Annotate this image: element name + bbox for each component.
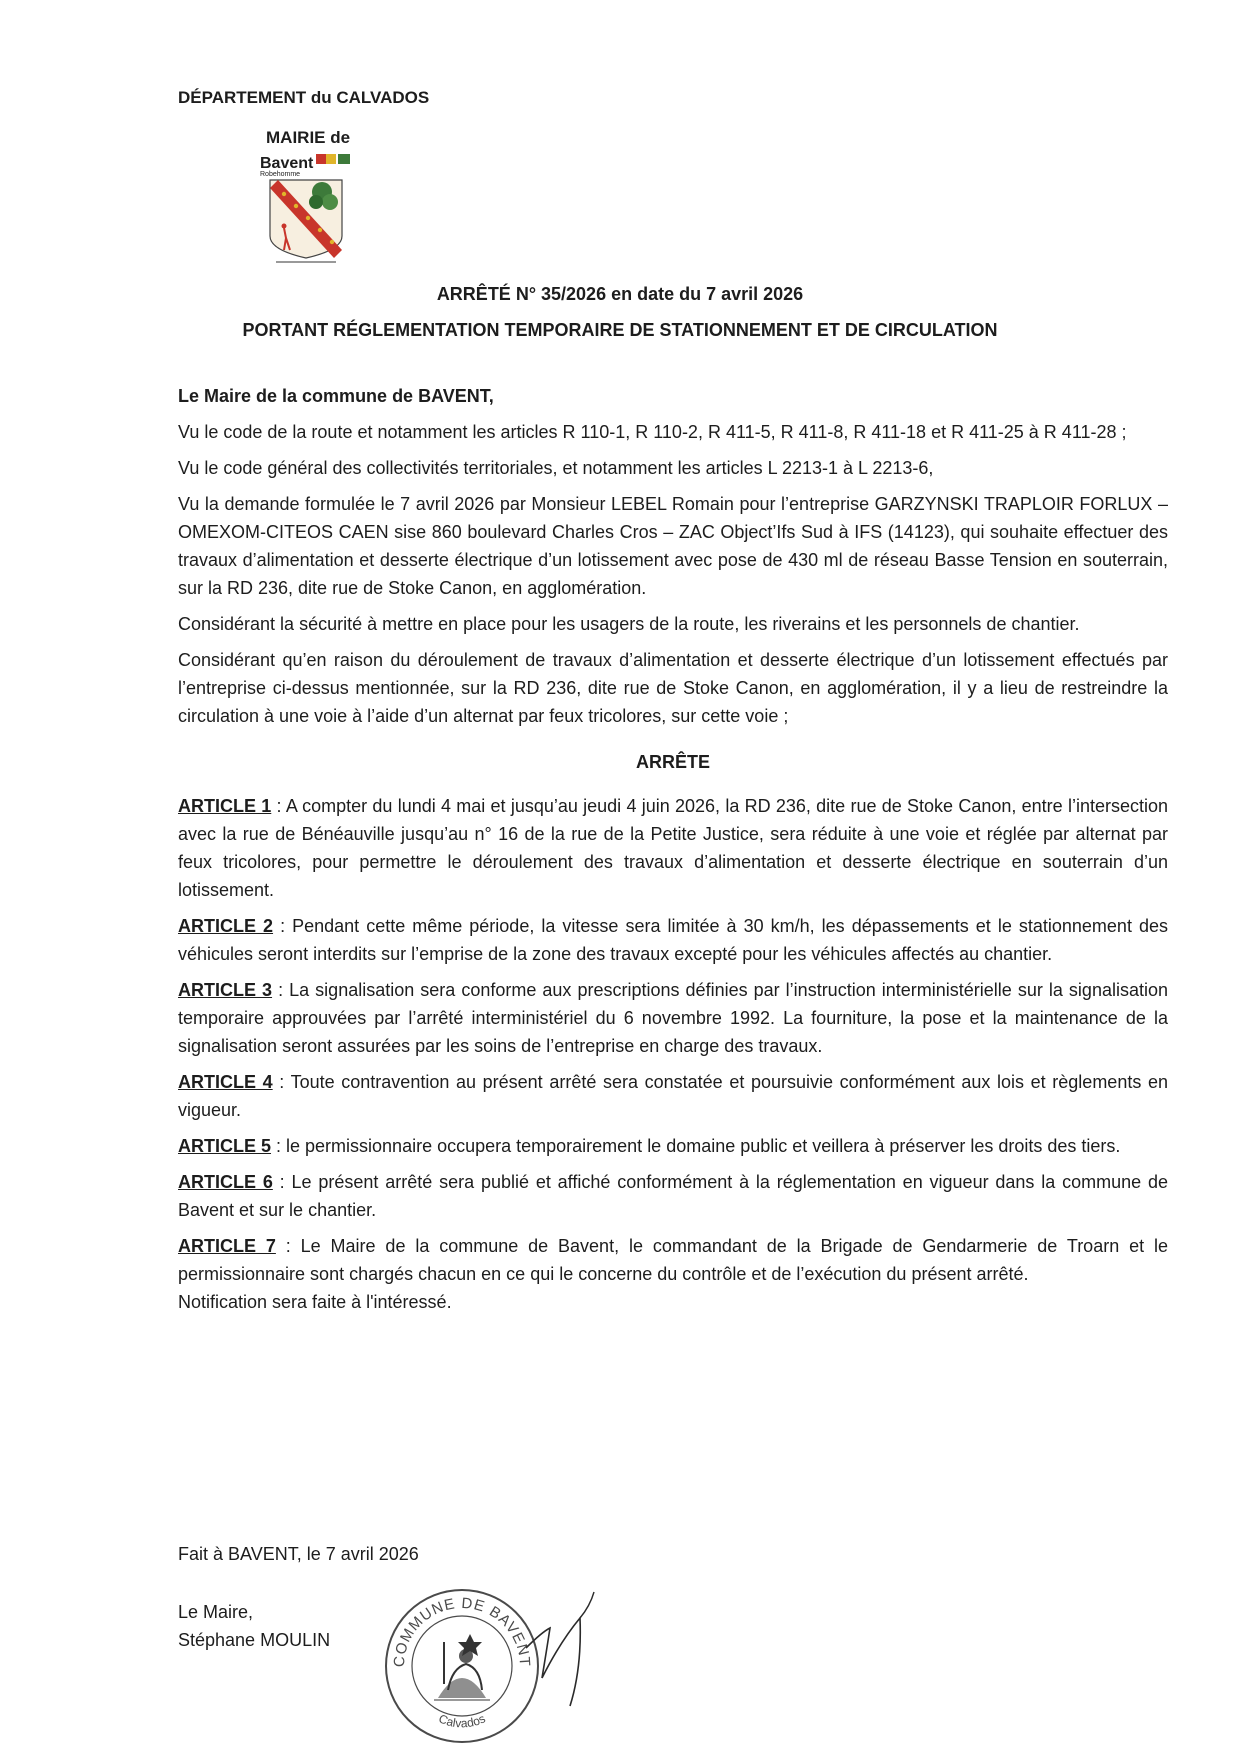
article-1 [178, 792, 1168, 904]
article-label: ARTICLE 6 [178, 1172, 273, 1192]
maire-intro: Le Maire de la commune de BAVENT, [178, 386, 494, 406]
article-text: : Pendant cette même période, la vitesse sera limitée à 30 km/h, les dépassements et le stationnement des véhicules seront interdits sur l’emprise de la zone des travaux excepté pour les véhicules affectés au chantier. [178, 916, 1168, 964]
svg-text:Bavent: Bavent [260, 155, 314, 172]
article-7 [178, 1232, 1168, 1288]
svg-text:Calvados: Calvados [436, 1711, 488, 1731]
document-body [178, 382, 1168, 1324]
signatory-role: Le Maire, [178, 1602, 254, 1622]
signatory-name: Stéphane MOULIN [178, 1630, 331, 1650]
article-label: ARTICLE 5 [178, 1136, 272, 1156]
svg-text:COMMUNE DE BAVENT: COMMUNE DE BAVENT [390, 1594, 534, 1668]
arrete-number-title: ARRÊTÉ N° 35/2026 en date du 7 avril 2026 [436, 284, 804, 304]
article-text: : Le présent arrêté sera publié et affiché conformément à la réglementation en vigueur dans la commune de Bavent et sur le chantier. [178, 1172, 1168, 1220]
place-date-line: Fait à BAVENT, le 7 avril 2026 [178, 1544, 419, 1564]
vu-code-collectivites: Vu le code général des collectivités territoriales, et notamment les articles L 2213-1 à L 2213-6, [178, 458, 934, 478]
vu-code-route: Vu le code de la route et notamment les articles R 110-1, R 110-2, R 411-5, R 411-8, R 411-18 et R 411-25 à R 411-28 ; [178, 422, 1127, 442]
arrete-heading: ARRÊTE [635, 752, 710, 772]
article-label: ARTICLE 4 [178, 1072, 273, 1092]
considerant-securite: Considérant la sécurité à mettre en place pour les usagers de la route, les riverains et les personnels de chantier. [178, 614, 1080, 634]
commune-seal-stamp [382, 1586, 542, 1746]
article-label: ARTICLE 7 [178, 1236, 276, 1256]
article-text: : La signalisation sera conforme aux prescriptions définies par l’instruction interministérielle sur la signalisation temporaire approuvées par l’arrêté interministériel du 6 novembre 1992. La fourniture, la pose et la maintenance de la signalisation seront assurées par les soins de l’entreprise en charge des travaux. [178, 980, 1168, 1056]
article-text: : le permissionnaire occupera temporairement le domaine public et veillera à préserver les droits des tiers. [271, 1136, 1121, 1156]
mairie-label: MAIRIE de [266, 128, 351, 147]
considerant-travaux: Considérant qu’en raison du déroulement de travaux d’alimentation et desserte électrique d’un lotissement effectués par l’entreprise ci-dessus mentionnée, sur la RD 236, dite rue de Stoke Canon, en agglomération, il y a lieu de restreindre la circulation à une voie à l’aide d’un alternat par feux tricolores, sur cette voie ; [178, 650, 1168, 726]
article-6 [178, 1168, 1168, 1224]
article-text: : Le Maire de la commune de Bavent, le commandant de la Brigade de Gendarmerie de Troarn et le permissionnaire sont chargés chacun en ce qui le concerne du contrôle et de l’exécution du présent arrêté. [178, 1236, 1168, 1284]
article-label: ARTICLE 1 [178, 796, 272, 816]
svg-text:Robehomme: Robehomme [260, 171, 301, 178]
article-text: : A compter du lundi 4 mai et jusqu’au jeudi 4 juin 2026, la RD 236, dite rue de Stoke Canon, entre l’intersection avec la rue de Bénéauville jusqu’au n° 16 de la rue de la Petite Justice, sera réduite à une voie et réglée par alternat par feux tricolores, pour permettre le déroulement des travaux d’alimentation et desserte électrique en souterrain d’un lotissement. [178, 796, 1168, 900]
article-label: ARTICLE 2 [178, 916, 274, 936]
department-heading: DÉPARTEMENT du CALVADOS [178, 88, 430, 107]
article-4 [178, 1068, 1168, 1124]
article-3 [178, 976, 1168, 1060]
mayor-signature [520, 1588, 630, 1708]
arrete-subject-title: PORTANT RÉGLEMENTATION TEMPORAIRE DE STATIONNEMENT ET DE CIRCULATION [242, 320, 998, 340]
vu-demande: Vu la demande formulée le 7 avril 2026 par Monsieur LEBEL Romain pour l’entreprise GARZYNSKI TRAPLOIR FORLUX – OMEXOM-CITEOS CAEN sise 860 boulevard Charles Cros – ZAC Object’Ifs Sud à IFS (14123), qui souhaite effectuer des travaux d’alimentation et desserte électrique d’un lotissement avec pose de 430 ml de réseau Basse Tension en souterrain, sur la RD 236, dite rue de Stoke Canon, en agglomération. [178, 494, 1168, 598]
article-label: ARTICLE 3 [178, 980, 273, 1000]
bavent-logo [256, 154, 368, 266]
article-text: : Toute contravention au présent arrêté sera constatée et poursuivie conformément aux lois et règlements en vigueur. [178, 1072, 1168, 1120]
notification-line: Notification sera faite à l'intéressé. [178, 1292, 452, 1312]
article-2 [178, 912, 1168, 968]
article-5 [178, 1132, 1168, 1160]
signatory-block [178, 1598, 330, 1654]
